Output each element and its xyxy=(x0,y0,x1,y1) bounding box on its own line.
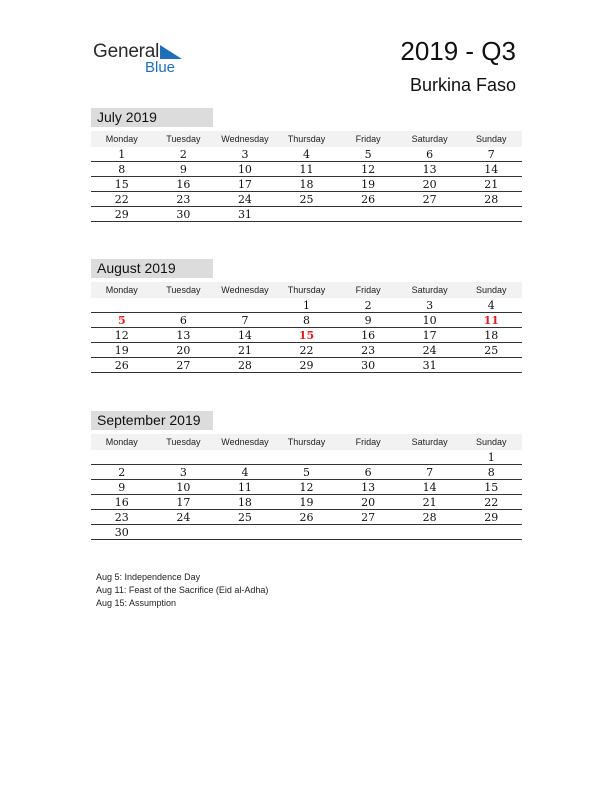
page-title: 2019 - Q3 xyxy=(400,36,516,66)
day-cell: 7 xyxy=(426,466,434,479)
day-cell: 15 xyxy=(298,329,315,342)
day-cell: 1 xyxy=(487,451,495,464)
month-july xyxy=(91,108,522,222)
day-cell xyxy=(460,358,522,372)
logo-text-general: General xyxy=(93,41,160,62)
day-cell: 27 xyxy=(361,511,376,524)
holiday-note: Aug 15: Assumption xyxy=(96,598,177,608)
day-cell: 7 xyxy=(487,148,495,161)
day-cell: 4 xyxy=(303,148,311,161)
weekday-label: Saturday xyxy=(411,134,448,144)
generalblue-logo xyxy=(93,40,193,80)
triangle-flag-icon xyxy=(160,45,182,59)
day-cell xyxy=(337,450,399,464)
day-cell: 28 xyxy=(422,511,437,524)
week-row xyxy=(91,207,522,222)
day-cell: 16 xyxy=(114,496,129,509)
week-row xyxy=(91,313,522,328)
day-cell xyxy=(276,525,338,539)
weekday-label: Friday xyxy=(355,134,381,144)
day-cell: 8 xyxy=(303,314,311,327)
day-cell: 1 xyxy=(303,299,311,312)
day-cell xyxy=(91,298,153,312)
day-cell: 10 xyxy=(176,481,191,494)
day-cell: 24 xyxy=(176,511,191,524)
day-cell: 23 xyxy=(176,193,191,206)
day-cell: 26 xyxy=(114,359,129,372)
day-cell: 9 xyxy=(364,314,372,327)
day-cell xyxy=(337,207,399,221)
day-cell: 27 xyxy=(176,359,191,372)
week-row xyxy=(91,162,522,177)
weekday-label: Wednesday xyxy=(221,285,269,295)
day-cell: 17 xyxy=(237,178,252,191)
day-cell: 14 xyxy=(484,163,499,176)
day-cell: 11 xyxy=(483,314,499,327)
day-cell: 19 xyxy=(361,178,376,191)
month-august xyxy=(91,259,522,373)
day-cell: 14 xyxy=(422,481,437,494)
weekday-label: Thursday xyxy=(287,134,326,144)
weekday-label: Monday xyxy=(105,285,138,295)
weekday-label: Sunday xyxy=(475,437,507,447)
day-cell: 30 xyxy=(176,208,191,221)
day-cell: 27 xyxy=(422,193,437,206)
day-cell: 4 xyxy=(241,466,249,479)
holiday-note: Aug 11: Feast of the Sacrifice (Eid al-Adha) xyxy=(96,585,269,595)
day-cell: 29 xyxy=(114,208,129,221)
week-row xyxy=(91,192,522,207)
week-row xyxy=(91,450,522,465)
day-cell: 21 xyxy=(422,496,437,509)
day-cell: 22 xyxy=(484,496,499,509)
week-row xyxy=(91,147,522,162)
day-cell xyxy=(399,207,461,221)
day-cell xyxy=(214,298,276,312)
week-row xyxy=(91,510,522,525)
weekday-label: Friday xyxy=(355,285,381,295)
day-cell: 12 xyxy=(299,481,314,494)
day-cell: 6 xyxy=(364,466,372,479)
month-title: July 2019 xyxy=(91,108,213,127)
day-cell: 11 xyxy=(299,163,314,176)
day-cell: 12 xyxy=(114,329,129,342)
day-cell: 13 xyxy=(176,329,191,342)
day-cell xyxy=(153,525,215,539)
weekday-header-row xyxy=(91,131,522,147)
day-cell: 7 xyxy=(241,314,249,327)
day-cell xyxy=(460,207,522,221)
week-row xyxy=(91,298,522,313)
day-cell: 29 xyxy=(299,359,314,372)
day-cell: 3 xyxy=(426,299,434,312)
day-cell: 4 xyxy=(487,299,495,312)
country-name: Burkina Faso xyxy=(409,75,516,95)
weekday-label: Thursday xyxy=(287,285,326,295)
weekday-label: Tuesday xyxy=(166,285,201,295)
day-cell: 16 xyxy=(176,178,191,191)
day-cell: 5 xyxy=(117,314,126,327)
day-cell xyxy=(91,450,153,464)
month-title: September 2019 xyxy=(91,411,213,430)
day-cell: 2 xyxy=(179,148,187,161)
weekday-header-row xyxy=(91,434,522,450)
day-cell: 24 xyxy=(422,344,437,357)
day-cell: 1 xyxy=(118,148,126,161)
day-cell: 10 xyxy=(237,163,252,176)
week-row xyxy=(91,177,522,192)
day-cell: 22 xyxy=(299,344,314,357)
day-cell: 5 xyxy=(364,148,372,161)
day-cell: 20 xyxy=(176,344,191,357)
day-cell xyxy=(276,207,338,221)
weekday-label: Tuesday xyxy=(166,134,201,144)
day-cell: 19 xyxy=(114,344,129,357)
month-september xyxy=(91,411,522,540)
day-cell: 13 xyxy=(361,481,376,494)
weekday-label: Wednesday xyxy=(221,134,269,144)
day-cell: 30 xyxy=(361,359,376,372)
weekday-label: Wednesday xyxy=(221,437,269,447)
day-cell: 6 xyxy=(426,148,434,161)
day-cell: 30 xyxy=(114,526,129,539)
day-cell: 24 xyxy=(237,193,252,206)
day-cell: 18 xyxy=(484,329,499,342)
day-cell: 9 xyxy=(118,481,126,494)
day-cell: 20 xyxy=(422,178,437,191)
day-cell xyxy=(399,450,461,464)
day-cell xyxy=(153,298,215,312)
day-cell: 16 xyxy=(361,329,376,342)
day-cell: 3 xyxy=(179,466,187,479)
day-cell: 18 xyxy=(237,496,252,509)
day-cell xyxy=(337,525,399,539)
week-row xyxy=(91,465,522,480)
day-cell: 20 xyxy=(361,496,376,509)
day-cell: 25 xyxy=(484,344,499,357)
week-row xyxy=(91,358,522,373)
day-cell: 31 xyxy=(422,359,437,372)
day-cell: 15 xyxy=(114,178,129,191)
week-row xyxy=(91,480,522,495)
day-cell: 21 xyxy=(237,344,252,357)
holiday-notes xyxy=(96,571,268,610)
day-cell: 8 xyxy=(118,163,126,176)
day-cell: 25 xyxy=(299,193,314,206)
day-cell: 22 xyxy=(114,193,129,206)
day-cell: 9 xyxy=(179,163,187,176)
day-cell: 10 xyxy=(422,314,437,327)
week-row xyxy=(91,328,522,343)
day-cell: 14 xyxy=(237,329,252,342)
calendar-grid xyxy=(91,131,522,222)
day-cell xyxy=(460,525,522,539)
week-row xyxy=(91,343,522,358)
weekday-label: Tuesday xyxy=(166,437,201,447)
weekday-label: Friday xyxy=(355,437,381,447)
week-row xyxy=(91,495,522,510)
day-cell: 18 xyxy=(299,178,314,191)
day-cell: 26 xyxy=(361,193,376,206)
day-cell: 6 xyxy=(179,314,187,327)
day-cell: 23 xyxy=(361,344,376,357)
day-cell: 26 xyxy=(299,511,314,524)
holiday-note: Aug 5: Independence Day xyxy=(96,572,201,582)
weekday-header-row xyxy=(91,282,522,298)
day-cell: 2 xyxy=(118,466,126,479)
day-cell: 31 xyxy=(237,208,252,221)
weekday-label: Sunday xyxy=(475,285,507,295)
day-cell xyxy=(276,450,338,464)
weekday-label: Saturday xyxy=(411,285,448,295)
weekday-label: Monday xyxy=(105,437,138,447)
calendar-grid xyxy=(91,434,522,540)
day-cell: 28 xyxy=(484,193,499,206)
day-cell: 17 xyxy=(176,496,191,509)
logo-text-blue: Blue xyxy=(145,59,176,76)
day-cell: 3 xyxy=(241,148,249,161)
calendar-grid xyxy=(91,282,522,373)
day-cell: 17 xyxy=(422,329,437,342)
weekday-label: Monday xyxy=(105,134,138,144)
day-cell: 2 xyxy=(364,299,372,312)
day-cell: 21 xyxy=(484,178,499,191)
month-title: August 2019 xyxy=(91,259,213,278)
day-cell: 28 xyxy=(237,359,252,372)
day-cell xyxy=(399,525,461,539)
day-cell: 12 xyxy=(361,163,376,176)
day-cell xyxy=(153,450,215,464)
weekday-label: Saturday xyxy=(411,437,448,447)
day-cell: 11 xyxy=(237,481,252,494)
day-cell: 13 xyxy=(422,163,437,176)
day-cell: 29 xyxy=(484,511,499,524)
day-cell: 15 xyxy=(484,481,499,494)
day-cell: 5 xyxy=(303,466,311,479)
day-cell: 8 xyxy=(487,466,495,479)
weekday-label: Sunday xyxy=(475,134,507,144)
week-row xyxy=(91,525,522,540)
day-cell xyxy=(214,525,276,539)
weekday-label: Thursday xyxy=(287,437,326,447)
day-cell xyxy=(214,450,276,464)
day-cell: 19 xyxy=(299,496,314,509)
day-cell: 25 xyxy=(237,511,252,524)
day-cell: 23 xyxy=(114,511,129,524)
